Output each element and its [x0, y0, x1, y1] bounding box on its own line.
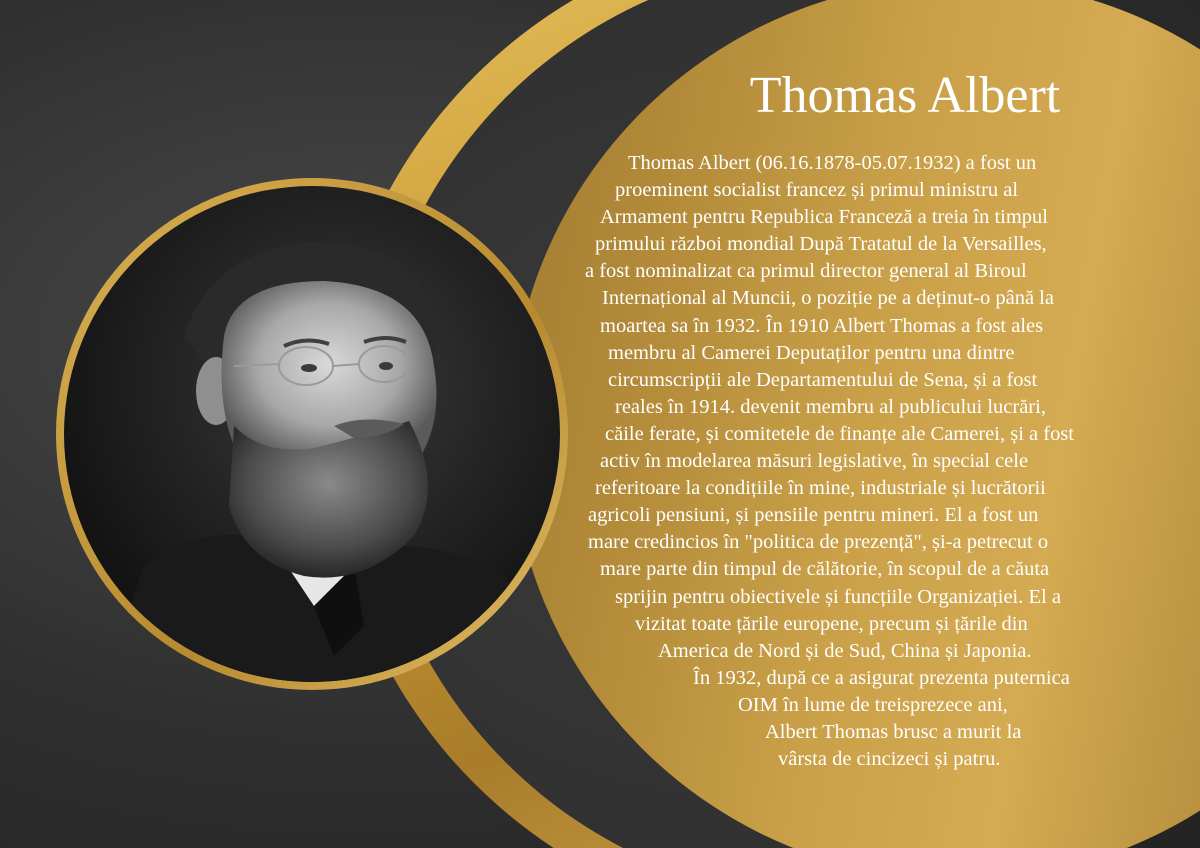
page-title: Thomas Albert — [749, 67, 1061, 124]
bio-line: membru al Camerei Deputaților pentru una dintre — [608, 341, 1015, 364]
bio-line: proeminent socialist francez și primul ministru al — [615, 179, 1019, 202]
bio-line: OIM în lume de treisprezece ani, — [738, 693, 1008, 716]
bio-line: referitoare la condițiile în mine, industriale și lucrătorii — [595, 477, 1046, 500]
bio-line: Thomas Albert (06.16.1878-05.07.1932) a fost un — [628, 152, 1037, 174]
portrait-frame — [56, 178, 568, 690]
bio-line: Internațional al Muncii, o poziție pe a deținut-o până la — [602, 287, 1054, 310]
bio-line: reales în 1914. devenit membru al publicului lucrări, — [615, 395, 1046, 418]
bio-line: sprijin pentru obiectivele și funcțiile Organizației. El a — [615, 585, 1061, 608]
portrait-illustration — [64, 186, 560, 682]
bio-line: mare parte din timpul de călătorie, în scopul de a căuta — [600, 558, 1050, 581]
bio-line: Armament pentru Republica Franceză a treia în timpul — [600, 206, 1048, 229]
bio-line: a fost nominalizat ca primul director general al Biroul — [585, 260, 1027, 283]
bio-line: căile ferate, și comitetele de finanțe ale Camerei, și a fost — [605, 422, 1074, 445]
portrait-photo — [64, 186, 560, 682]
bio-line: mare credincios în "politica de prezență", și-a petrecut o — [588, 531, 1049, 554]
bio-line: vizitat toate țările europene, precum și țările din — [635, 612, 1028, 635]
biography-text — [560, 150, 1200, 773]
bio-line: moartea sa în 1932. În 1910 Albert Thomas a fost ales — [600, 314, 1044, 337]
bio-line: circumscripții ale Departamentului de Sena, și a fost — [608, 368, 1038, 391]
bio-line: primului război mondial După Tratatul de la Versailles, — [595, 233, 1047, 256]
bio-line: America de Nord și de Sud, China și Japonia. — [658, 639, 1032, 662]
bio-line: activ în modelarea măsuri legislative, în special cele — [600, 450, 1029, 473]
bio-line: Albert Thomas brusc a murit la — [765, 720, 1022, 743]
bio-line: vârsta de cincizeci și patru. — [778, 748, 1001, 771]
bio-line: agricoli pensiuni, și pensiile pentru mineri. El a fost un — [588, 504, 1039, 527]
bio-line: În 1932, după ce a asigurat prezenta puternica — [693, 666, 1070, 689]
